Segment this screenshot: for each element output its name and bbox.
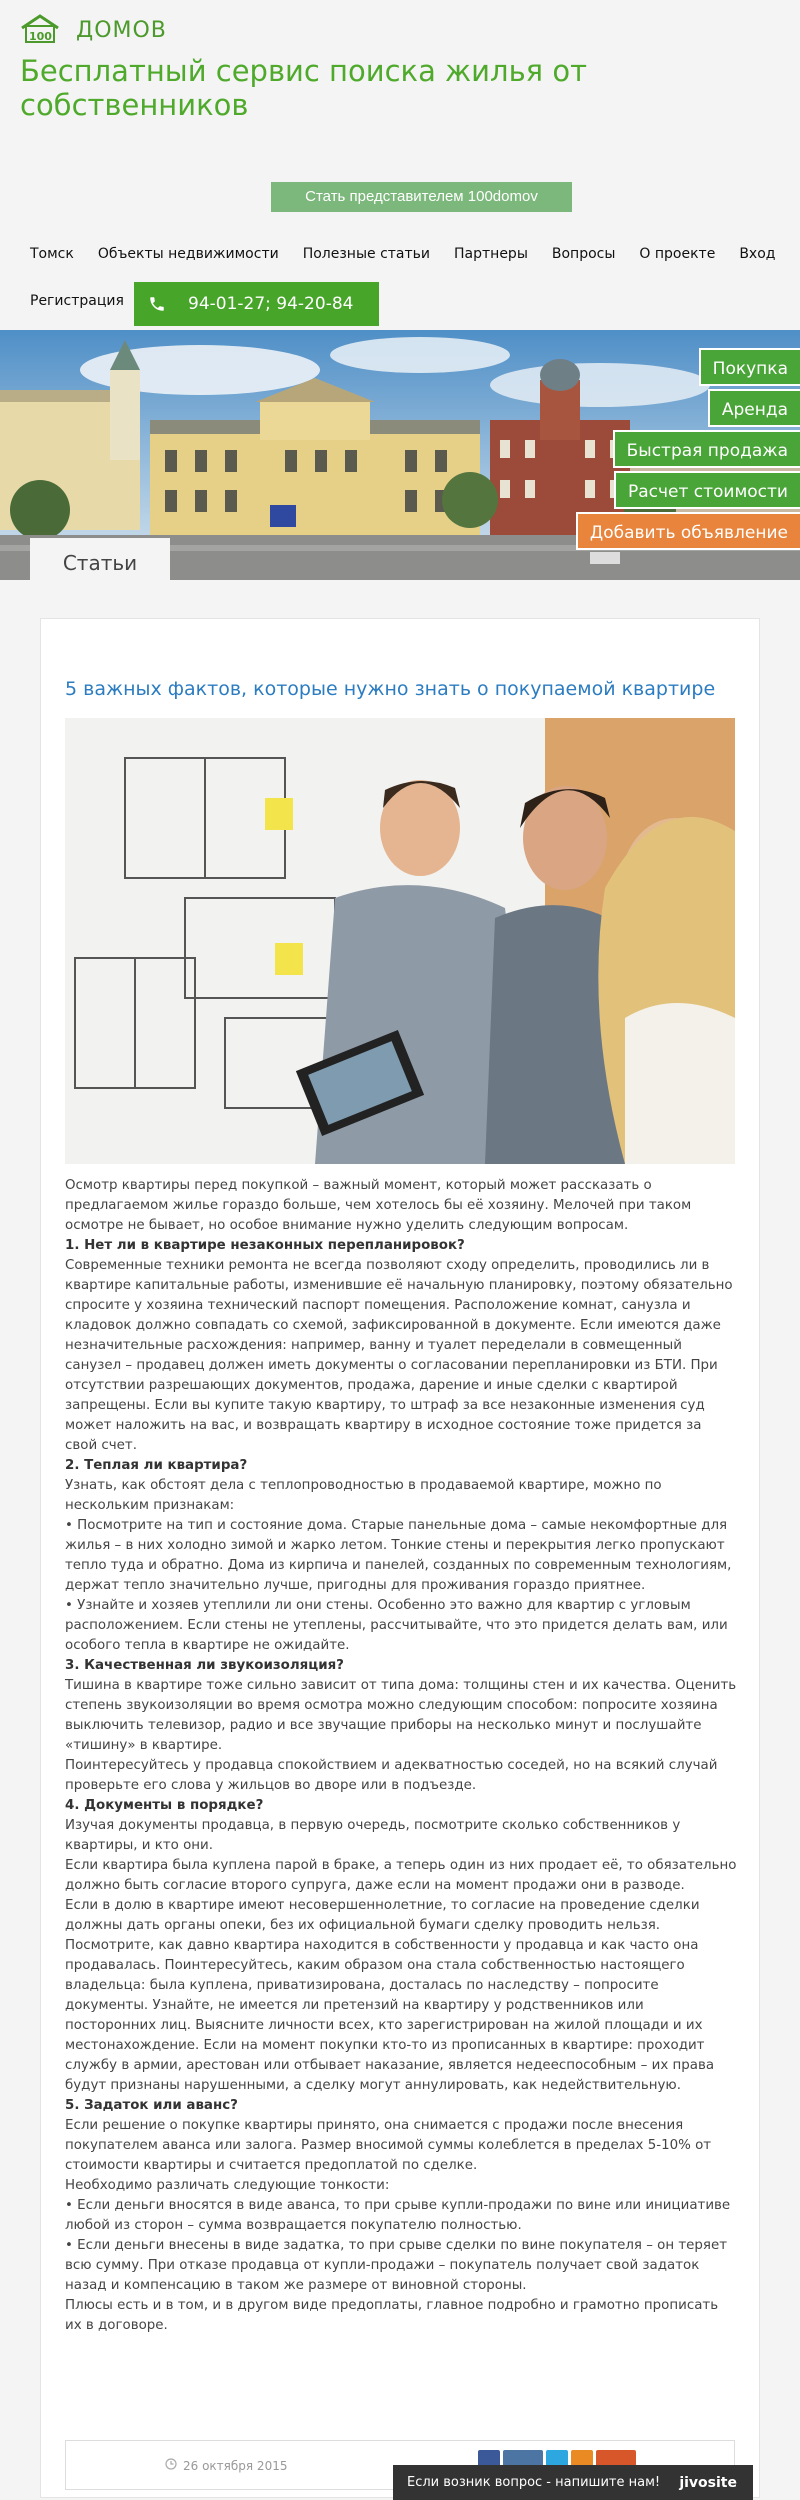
logo-text: ДОМОВ <box>76 18 167 43</box>
site-logo[interactable] <box>20 14 167 44</box>
nav-item-about[interactable]: О проекте <box>639 246 716 262</box>
house-logo-icon <box>20 14 72 44</box>
phone-number: 94-01-27; 94-20-84 <box>188 294 354 314</box>
article-bullet: • Узнайте и хозяев утеплили ли они стены. Особенно это важно для квартир с угловым расположением. Если стены не утеплены, рассчитывайте, что это придется делать вам, или особого тепла в квартире не ожидайте. <box>65 1598 728 1653</box>
article-paragraph: Поинтересуйтесь у продавца спокойствием и адекватностью соседей, но на всякий случай проверьте его слова у жильцов во дворе или в подъезде. <box>65 1758 718 1793</box>
tab-articles[interactable]: Статьи <box>30 538 170 582</box>
article-paragraph: Современные техники ремонта не всегда позволяют сходу определить, проводились ли в квартире капитальные работы, изменившие её начальную планировку, поэтому обязательно спросите у хозяина технический паспорт помещения. Расположение комнат, санузла и кладовок должно совпадать со схемой, зафиксированной в документе. Если имеются даже незначительные расхождения: например, ванну и туалет переделали в совмещенный санузел – продавец должен иметь документы о согласовании перепланировки из БТИ. При отсутствии разрешающих документов, продажа, дарение и иные сделки с квартирой запрещены. Если вы купите такую квартиру, то штраф за все незаконные изменения суд может наложить на вас, и возвращать квартиру в исходное состояние тоже придется за свой счет. <box>65 1258 733 1453</box>
become-representative-button[interactable]: Стать представителем 100domov <box>271 182 572 212</box>
nav-item-articles[interactable]: Полезные статьи <box>302 246 431 262</box>
side-menu-price-calc[interactable]: Расчет стоимости <box>614 471 800 509</box>
nav-item-questions[interactable]: Вопросы <box>551 246 616 262</box>
article-heading-5: 5. Задаток или аванс? <box>65 2098 238 2113</box>
article-heading-3: 3. Качественная ли звукоизоляция? <box>65 1658 344 1673</box>
article-paragraph: Если в долю в квартире имеют несовершеннолетние, то согласие на проведение сделки должны дать органы опеки, без их официальной бумаги сделку проводить нельзя. <box>65 1898 700 1933</box>
site-tagline: Бесплатный сервис поиска жилья от собственников <box>20 54 587 122</box>
article-heading-4: 4. Документы в порядке? <box>65 1798 264 1813</box>
add-listing-button[interactable]: Добавить объявление <box>576 512 800 550</box>
article-bullet: • Посмотрите на тип и состояние дома. Старые панельные дома – самые некомфортные для жилья – в них холодно зимой и жарко летом. Тонкие стены и перекрытия легко пропускают тепло туда и обратно. Дома из кирпича и панелей, созданных по современным технологиям, держат тепло значительно лучше, пригодны для проживания гораздо приятнее. <box>65 1518 732 1593</box>
article-paragraph: Если квартира была куплена парой в браке, а теперь один из них продает её, то обязательно должно быть согласие второго супруга, даже если на момент продажи они в разводе. <box>65 1858 737 1893</box>
article-heading-2: 2. Теплая ли квартира? <box>65 1458 248 1473</box>
phone-box[interactable] <box>134 282 379 326</box>
article-paragraph: Изучая документы продавца, в первую очередь, посмотрите сколько собственников у квартиры, и кто они. <box>65 1818 681 1853</box>
article-intro: Осмотр квартиры перед покупкой – важный момент, который может рассказать о предлагаемом жилье гораздо больше, чем хотелось бы её хозяину. Мелочей при таком осмотре не бывает, но особое внимание нужно уделить следующим вопросам. <box>65 1178 692 1233</box>
article-paragraph: Узнать, как обстоят дела с теплопроводностью в продаваемой квартире, можно по нескольким признакам: <box>65 1478 662 1513</box>
chat-widget[interactable] <box>393 2465 753 2500</box>
article-title[interactable]: 5 важных фактов, которые нужно знать о покупаемой квартире <box>65 678 716 700</box>
nav-item-partners[interactable]: Партнеры <box>454 246 528 262</box>
article-bullet: • Если деньги вносятся в виде аванса, то при срыве купли-продажи по вине или инициативе любой из сторон – сумма возвращается покупателю полностью. <box>65 2198 731 2233</box>
article-paragraph: Плюсы есть и в том, и в другом виде предоплаты, главное подробно и грамотно прописать их в договоре. <box>65 2298 719 2333</box>
article-photo <box>65 718 735 1164</box>
article-body <box>65 1176 737 2336</box>
main-nav <box>30 246 799 262</box>
nav-item-tomsk[interactable]: Томск <box>30 246 74 262</box>
clock-icon <box>165 2458 177 2473</box>
article-date-text: 26 октября 2015 <box>183 2458 288 2473</box>
logo-number: 100 <box>29 30 52 43</box>
nav-item-register[interactable]: Регистрация <box>30 293 124 309</box>
chat-widget-text: Если возник вопрос - напишите нам! <box>407 2475 661 2490</box>
nav-item-login[interactable]: Вход <box>739 246 776 262</box>
article-heading-1: 1. Нет ли в квартире незаконных перепланировок? <box>65 1238 465 1253</box>
side-menu-rent[interactable]: Аренда <box>708 389 800 427</box>
article-paragraph: Посмотрите, как давно квартира находится в собственности у продавца и как часто она продавалась. Поинтересуйтесь, каким образом она стала собственностью настоящего владельца: была куплена, приватизирована, досталась по наследству – попросите документы. Узнайте, не имеется ли претензий на квартиру у родственников или посторонних лиц. Выясните личности всех, кто зарегистрирован на жилой площади и их местонахождение. Если на момент покупки кто-то из прописанных в квартире: проходит службу в армии, арестован или отбывает наказание, является недееспособным – их права будут признаны нарушенными, а сделку могут аннулировать, как недействительную. <box>65 1938 715 2093</box>
side-menu-quick-sale[interactable]: Быстрая продажа <box>613 430 800 468</box>
side-menu <box>576 348 800 553</box>
article-paragraph: Тишина в квартире тоже сильно зависит от типа дома: толщины стен и их качества. Оценить степень звукоизоляции во время осмотра можно следующим способом: попросите хозяина выключить телевизор, радио и все звучащие приборы на несколько минут и послушайте «тишину» в квартире. <box>65 1678 737 1753</box>
article-date <box>165 2458 287 2473</box>
article-bullet: • Если деньги внесены в виде задатка, то при срыве сделки по вине покупателя – он теряет всю сумму. При отказе продавца от купли-продажи – покупатель получает свой задаток назад и компенсацию в таком же размере от виновной стороны. <box>65 2238 728 2293</box>
chat-widget-brand: jivosite <box>679 2474 737 2491</box>
article-paragraph: Необходимо различать следующие тонкости: <box>65 2178 390 2193</box>
nav-item-objects[interactable]: Объекты недвижимости <box>97 246 279 262</box>
side-menu-purchase[interactable]: Покупка <box>699 348 800 386</box>
article-paragraph: Если решение о покупке квартиры принято, она снимается с продажи после внесения покупателем аванса или залога. Размер вносимой суммы колеблется в пределах 5-10% от стоимости квартиры и считается предоплатой по сделке. <box>65 2118 712 2173</box>
phone-icon <box>134 282 180 326</box>
